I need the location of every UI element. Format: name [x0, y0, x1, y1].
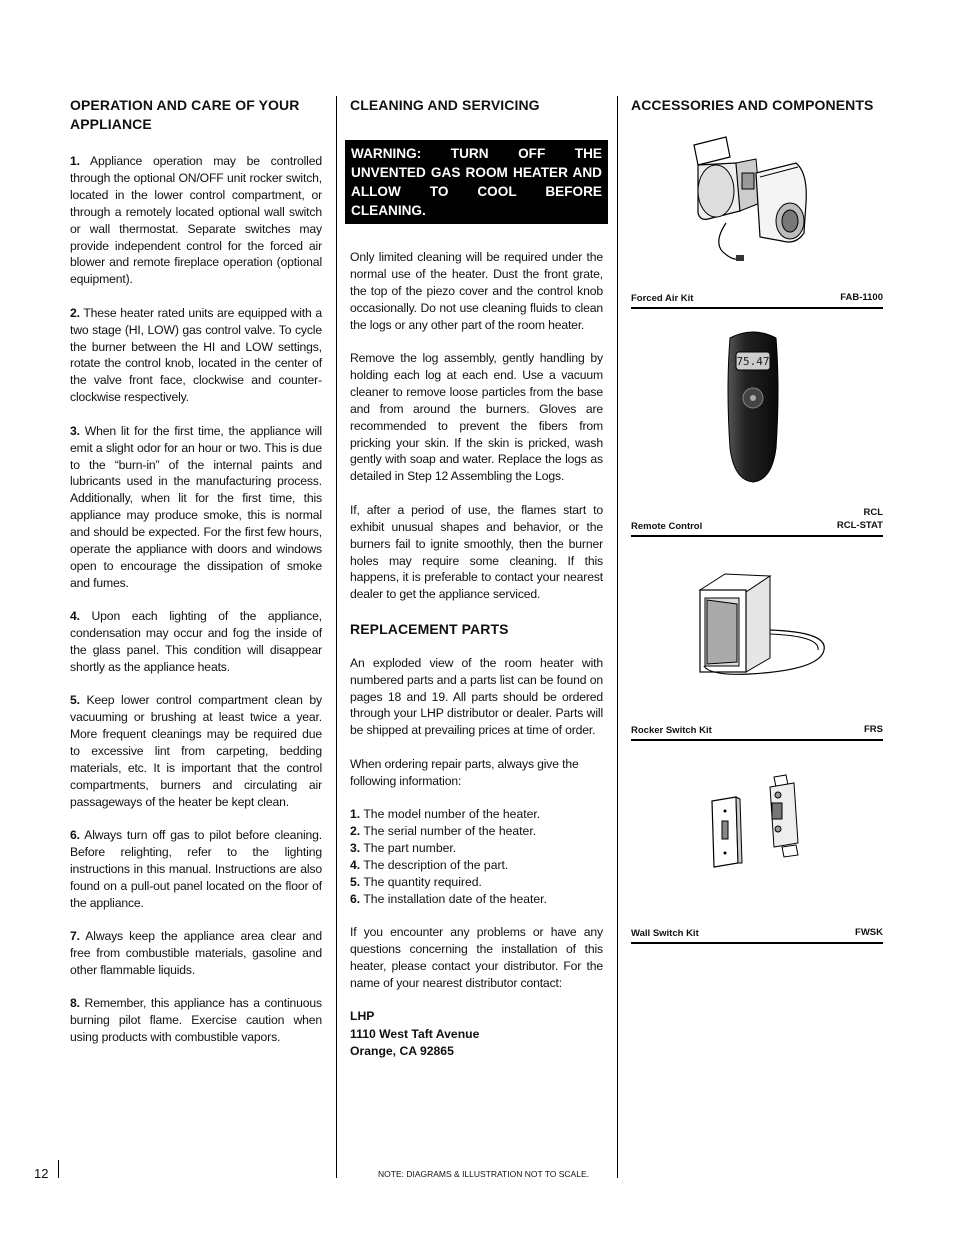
operation-list: [70, 153, 322, 1046]
operation-item: 3. When lit for the first time, the appliance will emit a slight odor for an hour or two. This is due to the “burn-in” of the internal paints and lubricants used in the manufacturing process. Additionally, when lit for the first time, this appliance may produce smoke, this is normal and should be expected. For the first few hours, operate the appliance with doors and windows open to encourage the dissipation of smoke and fumes.: [70, 423, 322, 590]
accessory-forced-air-kit: [631, 285, 883, 309]
accessory-name: Forced Air Kit: [631, 293, 694, 304]
accessory-code: RCL RCL-STAT: [836, 507, 883, 531]
order-list-item: 2. The serial number of the heater.: [350, 823, 537, 838]
operation-column: [70, 96, 322, 1063]
operation-item: 2. These heater rated units are equipped with a two stage (HI, LOW) gas control valve. To cycle the burner between the HI and LOW settings, rotate the control knob, located in the center of the valve front face, clockwise and counter-clockwise respectively.: [70, 305, 322, 405]
accessory-rocker-switch-kit: [631, 717, 883, 741]
accessory-remote-control: [631, 505, 883, 537]
contact-paragraph: If you encounter any problems or have any questions concerning the installation of this heater, please contact your distributor. For the name of your nearest distributor contact:: [350, 925, 603, 990]
distributor-address: [350, 1008, 603, 1061]
accessory-code: FRS: [864, 724, 883, 735]
cleaning-paragraph: If, after a period of use, the flames start to exhibit unusual shapes and behavior, or the burners fail to ignite smoothly, then the burner holes may require some cleaning. If this happens, it is preferable to contact your nearest dealer to get the appliance serviced.: [350, 502, 603, 602]
order-list-item: 3. The part number.: [350, 840, 457, 855]
accessories-column: [631, 96, 883, 115]
address-line: Orange, CA 92865: [350, 1044, 454, 1059]
cleaning-paragraph: Remove the log assembly, gently handling by holding each log at each end. Use a vacuum cleaner to remove loose particles from the base and from around the burners. Gloves are recommended to prevent the fibers from pricking your skin. If the skin is pricked, wash gently with soap and water. Replace the logs as detailed in Step 12 Assembling the Logs.: [350, 351, 603, 484]
cleaning-column: [350, 96, 603, 1061]
operation-item: 6. Always turn off gas to pilot before cleaning. Before relighting, refer to the lighting instructions in this manual. Instructions are also found on a pull-out panel located on the floor of the appliance.: [70, 828, 322, 910]
operation-item: 1. Appliance operation may be controlled through the optional ON/OFF unit rocker switch, located in the lower control compartment, or through a remotely located optional wall switch or wall thermostat. Separate switches may provide independent control for the forced air blower and remote fireplace operation (optional equipment).: [70, 154, 322, 287]
cleaning-paragraphs: [350, 249, 603, 603]
column-divider-1: [336, 96, 337, 1178]
accessory-name: Wall Switch Kit: [631, 928, 699, 939]
order-list-item: 5. The quantity required.: [350, 874, 482, 889]
accessory-code: FAB-1100: [840, 292, 883, 303]
remote-illustration-icon: [722, 328, 784, 486]
accessory-code: FWSK: [855, 927, 883, 938]
accessories-heading: ACCESSORIES AND COMPONENTS: [631, 97, 874, 113]
column-divider-left: [58, 1160, 59, 1178]
cleaning-heading: CLEANING AND SERVICING: [350, 97, 540, 113]
blower-illustration-icon: [686, 133, 816, 273]
accessory-name: Remote Control: [631, 521, 703, 532]
cleaning-paragraph: Only limited cleaning will be required under the normal use of the heater. Dust the front grate, the top of the piezo cover and the control knob occasionally. Do not use cleaning fluids to clean the logs or any other part of the room heater.: [350, 250, 603, 332]
operation-item: 7. Always keep the appliance area clear and free from combustible materials, gasoline and other flammable liquids.: [70, 929, 322, 978]
order-list-item: 4. The description of the part.: [350, 857, 509, 872]
footer-note: NOTE: DIAGRAMS & ILLUSTRATION NOT TO SCALE.: [378, 1169, 589, 1179]
operation-item: 4. Upon each lighting of the appliance, condensation may occur and fog the inside of the glass panel. This condition will disappear shortly as the appliance heats.: [70, 609, 322, 674]
accessory-wall-switch-kit: [631, 920, 883, 944]
page-number: 12: [34, 1166, 49, 1181]
accessory-name: Rocker Switch Kit: [631, 725, 712, 736]
replacement-paragraph-2: When ordering repair parts, always give the following information:: [350, 756, 579, 788]
order-list-item: 6. The installation date of the heater.: [350, 891, 547, 906]
operation-heading: OPERATION AND CARE OF YOUR APPLIANCE: [70, 97, 300, 132]
column-divider-2: [617, 96, 618, 1178]
replacement-heading: REPLACEMENT PARTS: [350, 620, 509, 637]
wall-switch-illustration-icon: [708, 773, 804, 869]
order-info-list: [350, 806, 603, 907]
replacement-paragraph-1: An exploded view of the room heater with numbered parts and a parts list can be found on pages 18 and 19. All parts should be ordered through your LHP distributor or dealer. Parts will be shipped at prevailing prices at time of order.: [350, 655, 603, 738]
operation-item: 8. Remember, this appliance has a continuous burning pilot flame. Exercise caution when using products with combustible vapors.: [70, 996, 322, 1045]
warning-box: WARNING: TURN OFF THE UNVENTED GAS ROOM HEATER AND ALLOW TO COOL BEFORE CLEANING.: [345, 140, 608, 224]
address-line: 1110 West Taft Avenue: [350, 1026, 480, 1041]
address-line: LHP: [350, 1009, 375, 1024]
rocker-switch-illustration-icon: [680, 570, 830, 680]
order-list-item: 1. The model number of the heater.: [350, 807, 541, 822]
operation-item: 5. Keep lower control compartment clean by vacuuming or brushing at least twice a year. More frequent cleanings may be required due to excessive lint from carpeting, bedding materials, etc. It is important that the control compartments, burners and circulating air passageways of the heater be kept clean.: [70, 693, 322, 809]
remote-display-text: 75.47: [736, 355, 770, 368]
